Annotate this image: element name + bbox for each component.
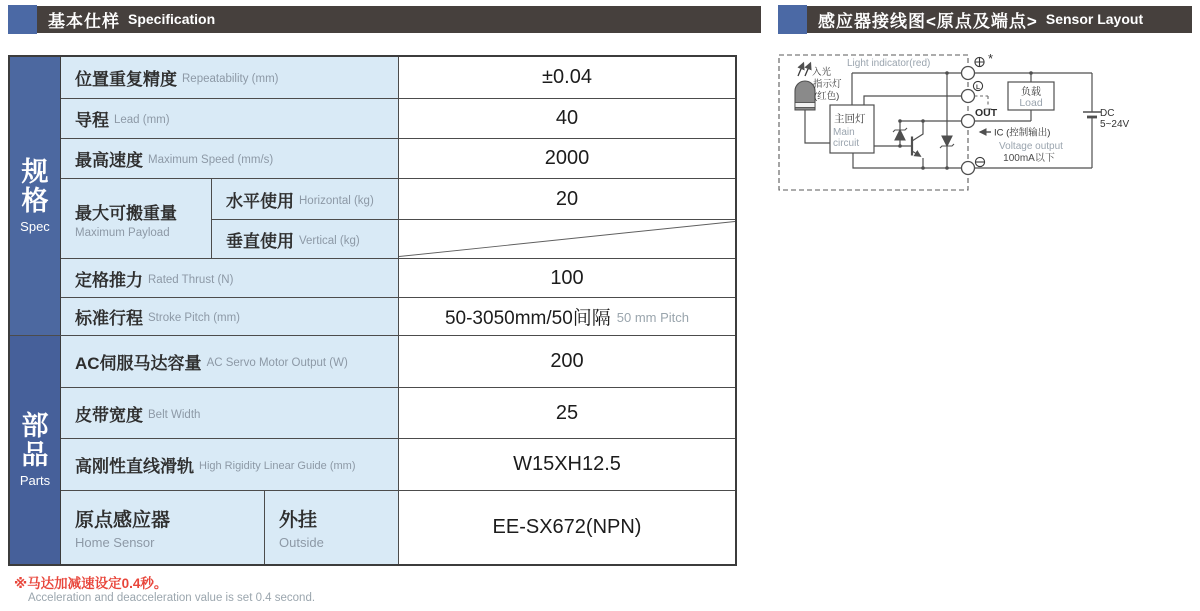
- row-payload-horizontal: [211, 179, 735, 219]
- label-stroke-pitch: 标准行程 Stroke Pitch (mm): [61, 298, 398, 335]
- label-rated-thrust: 定格推力 Rated Thrust (N): [61, 259, 398, 297]
- label-home-sensor: 原点感应器 Home Sensor: [61, 491, 264, 564]
- label-horizontal: 水平使用 Horizontal (kg): [211, 179, 398, 219]
- ic-output-label: IC (控制输出): [994, 127, 1051, 139]
- label-max-speed: 最高速度 Maximum Speed (mm/s): [61, 139, 398, 178]
- row-belt-width: [61, 387, 735, 438]
- main-circuit-en-label-1: Main: [833, 127, 855, 138]
- label-home-sensor-outside: 外挂 Outside: [264, 491, 398, 564]
- value-servo-output: 200: [398, 336, 735, 387]
- value-rated-thrust: 100: [398, 259, 735, 297]
- row-home-sensor: [61, 490, 735, 564]
- row-servo-output: [61, 336, 735, 387]
- value-belt-width: 25: [398, 388, 735, 438]
- indicator-lamp-label: 指示灯: [813, 79, 842, 90]
- row-rated-thrust: [61, 258, 735, 297]
- value-vertical-na: [398, 220, 735, 258]
- led-indicator: [795, 81, 815, 110]
- header-accent-square: [778, 5, 807, 34]
- header-band: [37, 6, 761, 33]
- row-max-speed: [61, 138, 735, 178]
- header-accent-square: [8, 5, 37, 34]
- terminal-minus-symbol: [975, 157, 984, 166]
- zener-diode-left: [893, 128, 907, 140]
- terminal-plus-symbol: [975, 57, 984, 66]
- label-repeatability: 位置重复精度 Repeatability (mm): [61, 57, 398, 98]
- row-max-payload: [61, 178, 735, 258]
- row-payload-vertical: [211, 219, 735, 258]
- sidebar-parts-en: Parts: [19, 473, 51, 489]
- label-linear-guide: 高刚性直线滑轨 High Rigidity Linear Guide (mm): [61, 439, 398, 490]
- zener-diode-right: [940, 136, 954, 148]
- row-repeatability: [61, 57, 735, 98]
- load-en-label: Load: [1019, 97, 1043, 109]
- transistor-emitter-arrow: [912, 151, 921, 156]
- value-lead: 40: [398, 99, 735, 138]
- red-color-label: (红色): [814, 91, 840, 102]
- voltage-output-label: Voltage output: [999, 141, 1063, 152]
- sensor-wiring-diagram: [778, 48, 1198, 202]
- main-circuit-en-label-2: circuit: [833, 138, 860, 149]
- asterisk-marker: *: [988, 51, 994, 66]
- header-title-en: Specification: [128, 11, 216, 27]
- label-vertical: 垂直使用 Vertical (kg): [211, 220, 398, 258]
- incident-light-label: 入光: [812, 67, 832, 78]
- terminal-l-symbol: [973, 81, 982, 91]
- incident-light-arrows: [798, 63, 811, 76]
- row-lead: [61, 98, 735, 138]
- main-circuit-zh-label: 主回灯: [834, 113, 866, 125]
- sidebar-spec-zh: 规格: [21, 156, 49, 216]
- value-max-speed: 2000: [398, 139, 735, 178]
- na-diagonal-line: [399, 220, 735, 258]
- sidebar-parts-zh: 部品: [21, 410, 49, 470]
- header-sensor-layout: [778, 4, 1192, 34]
- dc-label: DC: [1100, 108, 1115, 119]
- load-zh-label: 负载: [1021, 87, 1041, 98]
- light-indicator-label: Light indicator(red): [847, 58, 931, 69]
- header-title-zh: 感应器接线图<原点及端点>: [818, 11, 1038, 31]
- row-stroke-pitch: [61, 297, 735, 335]
- value-linear-guide: W15XH12.5: [398, 439, 735, 490]
- dc-voltage-label: 5~24V: [1100, 119, 1130, 130]
- footnote-zh: ※马达加减速设定0.4秒。: [14, 576, 168, 591]
- label-max-payload: 最大可搬重量 Maximum Payload: [61, 179, 211, 258]
- value-stroke-pitch: 50-3050mm/50间隔 50 mm Pitch: [398, 298, 735, 335]
- battery-dc-supply: [1083, 112, 1101, 117]
- sidebar-parts: [10, 336, 61, 564]
- header-specification: [8, 4, 761, 34]
- current-limit-label: 100mA以下: [1003, 153, 1055, 164]
- header-band: [807, 6, 1192, 33]
- label-servo-output: AC伺服马达容量 AC Servo Motor Output (W): [61, 336, 398, 387]
- header-title-en: Sensor Layout: [1045, 11, 1144, 27]
- value-repeatability: ±0.04: [398, 57, 735, 98]
- label-belt-width: 皮带宽度 Belt Width: [61, 388, 398, 438]
- value-horizontal: 20: [398, 179, 735, 219]
- header-title-zh: 基本仕样: [48, 11, 120, 31]
- sidebar-spec: [10, 57, 61, 335]
- spec-table: [8, 55, 737, 566]
- footnote-en: Acceleration and deacceleration value is set 0.4 second.: [28, 592, 316, 604]
- section-parts: [10, 335, 735, 564]
- sidebar-spec-en: Spec: [20, 219, 50, 235]
- section-spec: [10, 57, 735, 335]
- label-lead: 导程 Lead (mm): [61, 99, 398, 138]
- value-home-sensor: EE-SX672(NPN): [398, 491, 735, 564]
- row-linear-guide: [61, 438, 735, 490]
- out-terminal-label: OUT: [975, 107, 998, 119]
- svg-text:L: L: [976, 84, 980, 91]
